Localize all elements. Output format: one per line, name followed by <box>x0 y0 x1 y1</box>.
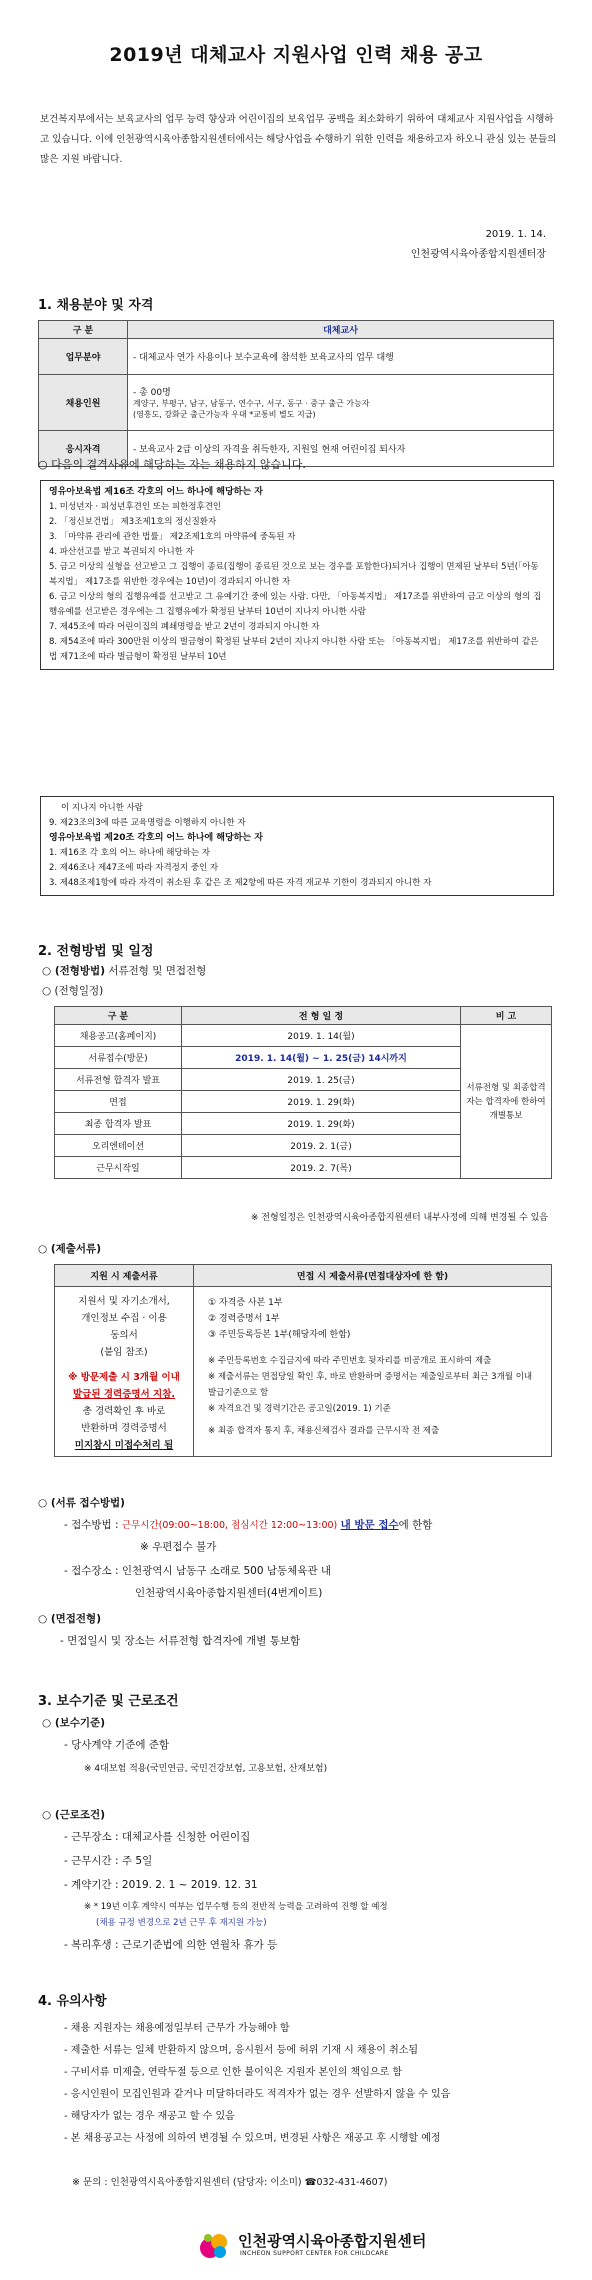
schedule-footnote: ※ 전형일정은 인천광역시육아종합지원센터 내부사정에 의해 변경될 수 있음 <box>250 1213 548 1223</box>
schedule-item: 최종 합격자 발표 <box>55 1113 182 1135</box>
schedule-date: 2019. 2. 7(목) <box>182 1157 461 1179</box>
receipt-no-mail: ※ 우편접수 불가 <box>140 1541 217 1553</box>
schedule-date: 2019. 1. 29(화) <box>182 1091 461 1113</box>
receipt-method-label: - 접수방법 : <box>64 1519 119 1531</box>
doc-note: 총 경력확인 후 바로 <box>82 1406 166 1417</box>
doc-item: ① 자격증 사본 1부 <box>208 1298 283 1308</box>
table-header: 비 고 <box>461 1007 552 1025</box>
notice-item: - 채용 지원자는 채용예정일부터 근무가 가능해야 함 <box>64 2023 290 2034</box>
schedule-table <box>54 1006 552 1179</box>
box-item: 8. 제54조에 따라 300만원 이상의 벌금형이 확정된 날부터 2년이 지나지 아니한 사람 또는 「아동복지법」 제17조를 위반하여 같은 법 제71조에 따라 벌금형이 확정된 날부터 10년 <box>49 637 539 662</box>
recruit-preference: (영흥도, 강화군 출근가능자 우대 *교통비 별도 지급) <box>133 410 316 419</box>
box-item: 3. 「마약류 관리에 관한 법률」 제2조제1호의 마약류에 중독된 자 <box>49 532 296 542</box>
row-value: - 대체교사 연가 사용이나 보수교육에 참석한 보육교사의 업무 대행 <box>128 339 554 375</box>
schedule-date: 2019. 1. 29(화) <box>182 1113 461 1135</box>
box-item: 1. 제16조 각 호의 어느 하나에 해당하는 자 <box>49 848 211 858</box>
doc-item: 지원서 및 자기소개서, <box>78 1296 170 1307</box>
doc-note: ※ 자격요건 및 경력기간은 공고일(2019. 1) 기준 <box>208 1404 391 1414</box>
doc-note: ※ 제출서류는 면접당일 확인 후, 바로 반환하며 증명서는 제출일로부터 최근 3개월 이내 발급기준으로 함 <box>208 1372 533 1398</box>
box-item: 5. 금고 이상의 실형을 선고받고 그 집행이 종료(집행이 종료된 것으로 보는 경우를 포함한다)되거나 집행이 면제된 날부터 5년(「아동복지법」 제17조를 위반한 경우에는 10년)이 경과되지 아니한 자 <box>49 562 539 587</box>
doc-note: 미지참시 미접수처리 됨 <box>74 1440 174 1451</box>
doc-note: 반환하며 경력증명서 <box>81 1423 167 1434</box>
logo-icon <box>196 2228 232 2264</box>
pay-label: ○ (보수기준) <box>42 1717 105 1729</box>
table-header: 구 분 <box>39 321 128 339</box>
receipt-label: ○ (서류 접수방법) <box>38 1497 125 1509</box>
logo-name: 인천광역시육아종합지원센터 <box>238 2232 427 2250</box>
contract-note: ※ * 19년 이후 계약시 여부는 업무수행 등의 전반적 능력을 고려하여 진행 할 예정 <box>84 1902 388 1912</box>
doc-item: (붙임 참조) <box>100 1347 148 1358</box>
recruit-count: - 총 00명 <box>133 388 171 398</box>
pay-value: - 당사계약 기준에 준함 <box>64 1739 170 1751</box>
box-head: 영유아보육법 제20조 각호의 어느 하나에 해당하는 자 <box>49 833 263 843</box>
box-item: 1. 미성년자 · 피성년후견인 또는 피한정후견인 <box>49 502 222 512</box>
section-1-heading: 1. 채용분야 및 자격 <box>38 298 154 313</box>
row-value <box>128 375 554 431</box>
pay-note: ※ 4대보험 적용(국민연금, 국민건강보험, 고용보험, 산재보험) <box>84 1764 328 1774</box>
doc-item: 개인정보 수집 · 이용 <box>81 1313 167 1324</box>
receipt-place-2: 인천광역시육아종합지원센터(4번게이트) <box>135 1587 323 1599</box>
schedule-date: 2019. 2. 1(금) <box>182 1135 461 1157</box>
row-label: 채용인원 <box>39 375 128 431</box>
notice-item: - 구비서류 미제출, 연락두절 등으로 인한 불이익은 지원자 본인의 책임으로 함 <box>64 2067 403 2078</box>
box-line: 9. 제23조의3에 따른 교육명령을 이행하지 아니한 자 <box>49 818 246 828</box>
contact-info: ※ 문의 : 인천광역시육아종합지원센터 (담당자: 이소미) ☎032-431-4607) <box>72 2177 388 2188</box>
receipt-place: - 접수장소 : 인천광역시 남동구 소래로 500 남동체육관 내 <box>64 1565 332 1577</box>
row-label: 업무분야 <box>39 339 128 375</box>
receipt-tail: 에 한함 <box>398 1519 433 1531</box>
method-label: ○ (전형방법) <box>42 965 105 977</box>
disqualification-box-1 <box>40 480 554 670</box>
notice-item: - 본 채용공고는 사정에 의하여 변경될 수 있으며, 변경된 사항은 재공고 후 시행할 예정 <box>64 2133 441 2144</box>
recruit-areas: 계양구, 부평구, 남구, 남동구, 연수구, 서구, 동구 · 중구 출근 가능자 <box>133 399 370 408</box>
box-item: 7. 제45조에 따라 어린이집의 폐쇄명령을 받고 2년이 경과되지 아니한 자 <box>49 622 320 632</box>
disqualification-box-2 <box>40 796 554 896</box>
box-item: 6. 금고 이상의 형의 집행유예를 선고받고 그 유예기간 중에 있는 사람. 다만, 「아동복지법」 제17조를 위반하여 금고 이상의 형의 집행유예를 선고받은 경우에는 그 집행유예가 확정된 날부터 10년이 지나지 아니한 사람 <box>49 592 542 617</box>
work-item: - 근무시간 : 주 5일 <box>64 1855 153 1867</box>
schedule-label: ○ (전형일정) <box>42 985 104 997</box>
welfare: - 복리후생 : 근로기준법에 의한 연월차 휴가 등 <box>64 1939 278 1951</box>
box-line: 이 지나지 아니한 사람 <box>61 803 144 813</box>
docs-label: ○ (제출서류) <box>38 1243 101 1255</box>
receipt-time: 근무시간(09:00~18:00, 점심시간 12:00~13:00) <box>121 1520 338 1531</box>
schedule-item: 서류접수(방문) <box>55 1047 182 1069</box>
table-header: 구 분 <box>55 1007 182 1025</box>
work-label: ○ (근로조건) <box>42 1809 105 1821</box>
schedule-item: 면접 <box>55 1091 182 1113</box>
table-header: 대체교사 <box>128 321 554 339</box>
table-header: 전 형 일 정 <box>182 1007 461 1025</box>
interview-value: - 면접일시 및 장소는 서류전형 합격자에 개별 통보함 <box>60 1635 301 1647</box>
doc-item: 동의서 <box>110 1330 138 1341</box>
work-item: - 계약기간 : 2019. 2. 1 ~ 2019. 12. 31 <box>64 1879 258 1891</box>
contract-note-2: (채용 규정 변경으로 2년 근무 후 재지원 가능) <box>96 1918 267 1928</box>
doc-warning: 발급된 경력증명서 지참. <box>73 1389 175 1400</box>
schedule-date: 2019. 1. 14(월) ~ 1. 25(금) 14시까지 <box>182 1047 461 1069</box>
doc-item: ② 경력증명서 1부 <box>208 1314 280 1324</box>
notice-item: - 제출한 서류는 일체 반환하지 않으며, 응시원서 등에 허위 기재 시 채용이 취소됨 <box>64 2045 419 2056</box>
schedule-item: 오리엔테이션 <box>55 1135 182 1157</box>
org-name: 인천광역시육아종합지원센터장 <box>410 249 546 260</box>
box-item: 4. 파산선고를 받고 복권되지 아니한 자 <box>49 547 194 557</box>
notice-item: - 해당자가 없는 경우 재공고 할 수 있음 <box>64 2111 235 2122</box>
application-docs <box>55 1287 194 1457</box>
schedule-note: 서류전형 및 최종합격자는 합격자에 한하여 개별통보 <box>461 1025 552 1179</box>
receipt-only: 내 방문 접수 <box>340 1519 399 1531</box>
schedule-date: 2019. 1. 25(금) <box>182 1069 461 1091</box>
page-title: 2019년 대체교사 지원사업 인력 채용 공고 <box>109 44 483 66</box>
interview-label: ○ (면접전형) <box>38 1613 101 1625</box>
doc-note: ※ 최종 합격자 통지 후, 채용신체검사 결과를 근무시작 전 제출 <box>208 1426 440 1436</box>
schedule-date: 2019. 1. 14(월) <box>182 1025 461 1047</box>
box-item: 3. 제48조제1항에 따라 자격이 취소된 후 같은 조 제2항에 따른 자격 재교부 기한이 경과되지 아니한 자 <box>49 878 432 888</box>
box-head: 영유아보육법 제16조 각호의 어느 하나에 해당하는 자 <box>49 487 263 497</box>
schedule-item: 근무시작일 <box>55 1157 182 1179</box>
notice-item: - 응시인원이 모집인원과 같거나 미달하더라도 적격자가 없는 경우 선발하지 않을 수 있음 <box>64 2089 451 2100</box>
disqualification-note: ○ 다음의 결격사유에 해당하는 자는 채용하지 않습니다. <box>38 458 306 471</box>
method-line <box>42 962 206 980</box>
row-value: - 보육교사 2급 이상의 자격을 취득한자, 지원일 현재 어린이집 퇴사자 <box>128 431 554 467</box>
doc-item: ③ 주민등록등본 1부(해당자에 한함) <box>208 1330 351 1340</box>
doc-note: ※ 주민등록번호 수집금지에 따라 주민번호 뒷자리를 비공개로 표시하여 제출 <box>208 1356 492 1366</box>
qualification-table <box>38 320 554 467</box>
documents-table <box>54 1264 552 1457</box>
footer-logo <box>196 2228 456 2264</box>
box-item: 2. 제46조나 제47조에 따라 자격정지 중인 자 <box>49 863 219 873</box>
receipt-method <box>64 1516 432 1535</box>
section-2-heading: 2. 전형방법 및 일정 <box>38 944 154 959</box>
schedule-item: 채용공고(홈페이지) <box>55 1025 182 1047</box>
section-4-heading: 4. 유의사항 <box>38 1994 107 2009</box>
doc-warning: ※ 방문제출 시 3개월 이내 <box>68 1372 180 1383</box>
table-header: 면접 시 제출서류(면접대상자에 한 함) <box>194 1265 552 1287</box>
section-3-heading: 3. 보수기준 및 근로조건 <box>38 1694 179 1709</box>
logo-subtitle: INCHEON SUPPORT CENTER FOR CHILDCARE <box>240 2250 389 2257</box>
schedule-item: 서류전형 합격자 발표 <box>55 1069 182 1091</box>
box-item: 2. 「정신보건법」 제3조제1호의 정신질환자 <box>49 517 217 527</box>
date-text: 2019. 1. 14. <box>485 229 546 240</box>
table-header: 지원 시 제출서류 <box>55 1265 194 1287</box>
method-value: 서류전형 및 면접전형 <box>108 965 207 977</box>
interview-docs <box>194 1287 552 1457</box>
issue-date <box>411 225 546 265</box>
row-label: 응시자격 <box>39 431 128 467</box>
work-item: - 근무장소 : 대체교사를 신청한 어린이집 <box>64 1831 251 1843</box>
intro-paragraph: 보건복지부에서는 보육교사의 업무 능력 향상과 어린이집의 보육업무 공백을 최소화하기 위하여 대체교사 지원사업을 시행하고 있습니다. 이에 인천광역시육아종합지원센터에서는 해당사업을 수행하기 위한 인력을 채용하고자 하오니 관심 있는 분들의 많은 지원 바랍니다. <box>40 114 557 165</box>
